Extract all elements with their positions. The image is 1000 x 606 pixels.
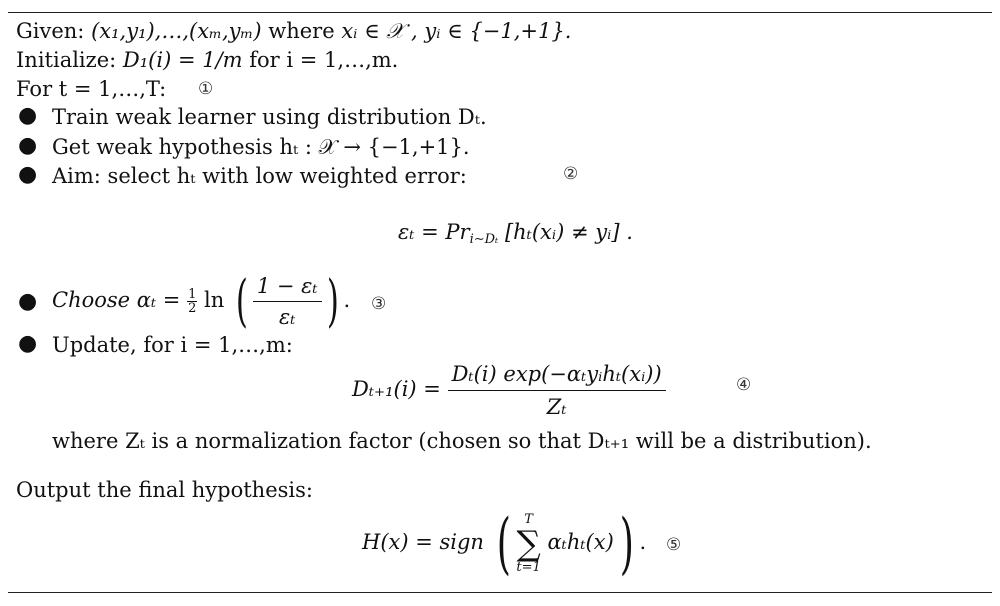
initialize-line <box>16 47 398 73</box>
bullet-dot: ● <box>18 162 38 187</box>
update-equation <box>352 356 666 422</box>
for-line <box>16 76 166 102</box>
right-paren: ) <box>326 268 339 334</box>
bullet-update: Update, for i = 1,…,m: <box>52 333 293 357</box>
final-equation <box>362 504 647 582</box>
given-xi: xᵢ ∈ 𝒳 , <box>341 19 418 43</box>
update-lhs: Dₜ₊₁(i) = <box>352 377 441 401</box>
given-line <box>16 18 571 44</box>
error-lhs: εₜ = Pr <box>398 220 470 244</box>
for-text: For t = 1,…,T: <box>16 77 167 101</box>
bullet-train: Train weak learner using distribution Dₜ. <box>52 105 487 129</box>
sum-symbol: ∑ <box>516 523 541 564</box>
half-fraction <box>187 288 197 315</box>
alpha-den: εₜ <box>279 305 296 329</box>
error-rhs: [hₜ(xᵢ) ≠ yᵢ] . <box>504 220 633 244</box>
marker-1: ① <box>198 79 214 99</box>
sum-block <box>516 513 540 575</box>
bullet-dot: ● <box>18 103 38 128</box>
alpha-num: 1 − εₜ <box>253 273 322 302</box>
half-num: 1 <box>188 287 197 302</box>
marker-5: ⑤ <box>666 535 682 555</box>
marker-4: ④ <box>736 375 752 395</box>
final-right-paren: ) <box>619 504 634 582</box>
final-tail: . <box>639 530 647 554</box>
given-pairs: (x₁,y₁),…,(xₘ,yₘ) <box>91 19 262 43</box>
choose-tail: . <box>343 288 351 312</box>
error-sub: i∼Dₜ <box>469 232 499 247</box>
bullet-aim: Aim: select hₜ with low weighted error: <box>52 164 467 188</box>
choose-line <box>52 268 350 332</box>
given-where: where <box>268 19 335 43</box>
sum-top: T <box>524 511 533 527</box>
error-equation <box>398 219 633 245</box>
choose-prefix: Choose αₜ = <box>52 288 181 312</box>
marker-3: ③ <box>371 294 387 314</box>
update-den: Zₜ <box>546 395 567 419</box>
alpha-fraction <box>253 273 322 330</box>
given-prefix: Given: <box>16 19 85 43</box>
top-rule <box>8 12 992 13</box>
left-paren: ( <box>235 268 248 334</box>
summand: αₜhₜ(x) <box>547 530 614 554</box>
final-lhs: H(x) = sign <box>362 530 484 554</box>
final-left-paren: ( <box>496 504 511 582</box>
bullet-dot: ● <box>18 331 38 356</box>
bottom-rule <box>8 592 992 593</box>
bullet-get: Get weak hypothesis hₜ : 𝒳 → {−1,+1}. <box>52 135 470 159</box>
initialize-expr: D₁(i) = 1/m <box>122 48 243 72</box>
update-num: Dₜ(i) exp(−αₜyᵢhₜ(xᵢ)) <box>448 360 666 391</box>
bullet-dot: ● <box>18 289 38 314</box>
initialize-prefix: Initialize: <box>16 48 117 72</box>
sum-bottom: t=1 <box>516 559 541 575</box>
given-yi: yᵢ ∈ {−1,+1}. <box>424 19 572 43</box>
marker-2: ② <box>563 164 579 184</box>
bullet-dot: ● <box>18 133 38 158</box>
initialize-range: for i = 1,…,m. <box>249 48 399 72</box>
update-fraction <box>448 360 666 421</box>
output-line: Output the final hypothesis: <box>16 478 313 502</box>
where-z-line: where Zₜ is a normalization factor (chosen so that Dₜ₊₁ will be a distribution). <box>52 429 872 453</box>
ln-text: ln <box>204 288 225 312</box>
half-den: 2 <box>188 301 197 316</box>
